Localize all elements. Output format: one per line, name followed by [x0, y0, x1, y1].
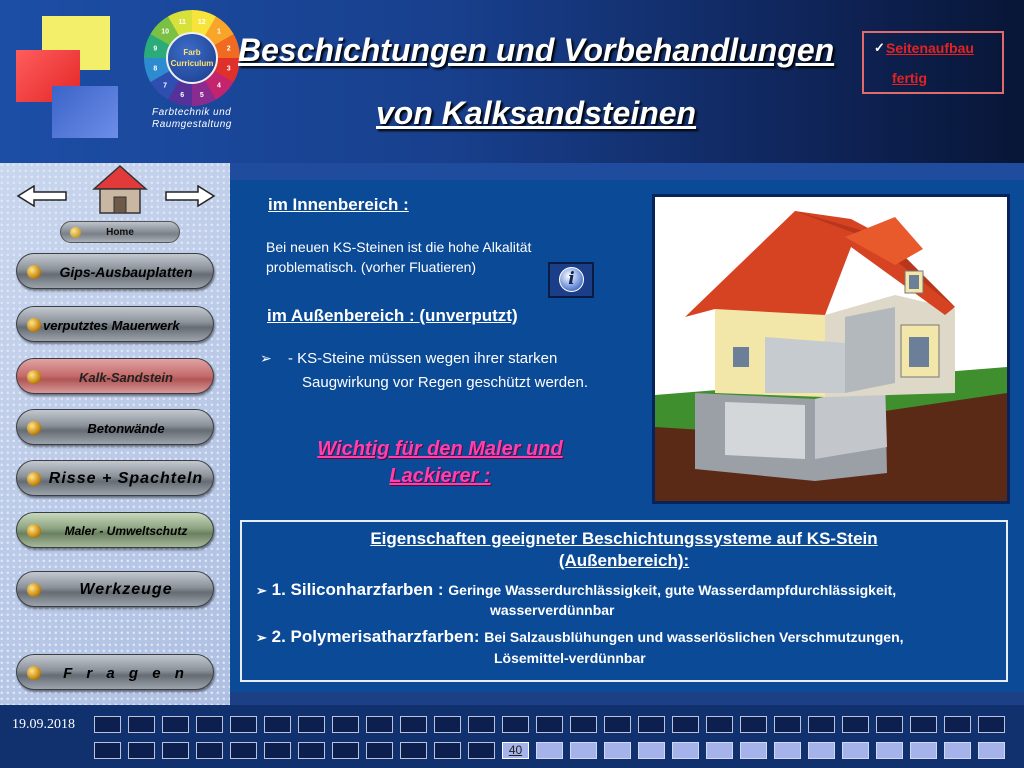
heading-innenbereich: im Innenbereich : [268, 195, 409, 214]
wheel-number: 3 [226, 65, 231, 73]
button-knob-icon [27, 318, 41, 332]
logo-text-farb: Farb [183, 48, 201, 57]
page-cell[interactable] [876, 742, 903, 759]
page-cell[interactable] [774, 716, 801, 733]
page-cell[interactable] [740, 742, 767, 759]
decor-square-blue [52, 86, 118, 138]
info-icon: i [559, 267, 584, 292]
sidebar-item-werkzeuge[interactable] [16, 571, 214, 607]
page-cell[interactable] [672, 716, 699, 733]
page-title-line1: Beschichtungen und Vorbehandlungen [238, 32, 835, 68]
page-cell[interactable] [298, 716, 325, 733]
wheel-number: 10 [161, 28, 169, 36]
info-button[interactable] [548, 262, 594, 298]
bullet-arrow-icon: ➢ [256, 583, 267, 598]
checkmark-icon: ✓ [874, 40, 885, 55]
properties-title-line2: (Außenbereich): [558, 551, 690, 570]
page-cell[interactable] [604, 716, 631, 733]
home-button-label: Home [106, 226, 134, 238]
sidebar-item-gips[interactable] [16, 253, 214, 289]
status-link-seitenaufbau[interactable]: Seitenaufbau [886, 40, 974, 56]
button-knob-icon [70, 227, 81, 238]
page-cell[interactable] [94, 716, 121, 733]
button-knob-icon [27, 421, 41, 435]
footer-date: 19.09.2018 [12, 717, 75, 732]
sidebar-nav [0, 163, 230, 705]
page-cell[interactable] [672, 742, 699, 759]
status-link-fertig[interactable]: fertig [892, 70, 927, 86]
important-note-line2: Lackierer : [389, 465, 491, 487]
home-house-icon[interactable] [92, 163, 148, 215]
page-cell[interactable] [332, 742, 359, 759]
page-cell[interactable] [230, 716, 257, 733]
header [0, 0, 1024, 163]
sidebar-item-betonwaende[interactable] [16, 409, 214, 445]
page-cell[interactable] [434, 716, 461, 733]
sidebar-item-umweltschutz[interactable] [16, 512, 214, 548]
sidebar-item-risse[interactable] [16, 460, 214, 496]
page-cell[interactable] [400, 742, 427, 759]
sidebar-item-kalksandstein[interactable] [16, 358, 214, 394]
page-cell[interactable] [162, 716, 189, 733]
page-cell[interactable] [162, 742, 189, 759]
house-illustration [652, 194, 1010, 504]
page-cell[interactable] [536, 742, 563, 759]
page-cell[interactable] [944, 742, 971, 759]
page-cell[interactable] [434, 742, 461, 759]
page-cell[interactable] [842, 716, 869, 733]
page-cell[interactable] [196, 742, 223, 759]
sidebar-item-mauerwerk[interactable] [16, 306, 214, 342]
property-desc-cont: wasserverdünnbar [490, 602, 615, 618]
wheel-number: 5 [199, 92, 204, 100]
wheel-number: 7 [163, 82, 168, 90]
heading-aussenbereich: im Außenbereich : (unverputzt) [267, 306, 518, 325]
page-cell[interactable] [196, 716, 223, 733]
button-knob-icon [27, 666, 41, 680]
footer-page-navigator [0, 705, 1024, 768]
page-cell[interactable] [400, 716, 427, 733]
page-cell[interactable] [978, 716, 1005, 733]
sidebar-item-label: Maler - Umweltschutz [64, 524, 188, 538]
page-cell[interactable] [706, 716, 733, 733]
page-cell[interactable] [332, 716, 359, 733]
button-knob-icon [27, 524, 41, 538]
color-wheel-logo [144, 10, 240, 106]
wheel-number: 12 [197, 18, 206, 26]
page-cell[interactable] [536, 716, 563, 733]
sidebar-item-label: verputztes Mauerwerk [43, 317, 180, 333]
sidebar-item-fragen[interactable] [16, 654, 214, 690]
arrow-left-icon[interactable] [16, 185, 68, 207]
page-cell[interactable] [298, 742, 325, 759]
sidebar-item-label: Gips-Ausbauplatten [59, 264, 193, 280]
wheel-number: 6 [180, 92, 185, 100]
page-cell[interactable] [910, 716, 937, 733]
property-desc: Bei Salzausblühungen und wasserlöslichen Verschmutzungen, [484, 629, 904, 645]
sidebar-item-label: Betonwände [87, 420, 165, 436]
wheel-number: 11 [178, 18, 186, 26]
page-cell[interactable] [264, 716, 291, 733]
page-cell[interactable] [128, 716, 155, 733]
logo-caption-line1: Farbtechnik und [152, 107, 232, 118]
page-cell[interactable] [604, 742, 631, 759]
property-item-siliconharz [256, 580, 896, 600]
page-cell[interactable] [94, 742, 121, 759]
page-cell[interactable] [570, 716, 597, 733]
logo-caption [152, 107, 252, 131]
wheel-number: 8 [153, 65, 158, 73]
properties-panel [240, 520, 1008, 682]
button-knob-icon [27, 583, 41, 597]
main-content [230, 180, 1024, 692]
page-cell[interactable] [502, 716, 529, 733]
property-name: 1. Siliconharzfarben : [271, 580, 449, 599]
page-cell[interactable] [366, 742, 393, 759]
page-cell[interactable] [808, 716, 835, 733]
page-cell[interactable] [468, 716, 495, 733]
important-note-line1: Wichtig für den Maler und [317, 438, 563, 460]
sidebar-item-label: Werkzeuge [79, 581, 173, 598]
page-cell[interactable] [570, 742, 597, 759]
property-desc: Geringe Wasserdurchlässigkeit, gute Wasserdampfdurchlässigkeit, [448, 582, 897, 598]
page-cell[interactable] [366, 716, 393, 733]
logo-caption-line2: Raumgestaltung [152, 119, 232, 130]
status-box [862, 31, 1004, 94]
page-title-line2: von Kalksandsteinen [376, 95, 697, 131]
property-desc-cont: Lösemittel-verdünnbar [494, 650, 646, 666]
home-button[interactable] [60, 221, 180, 243]
button-knob-icon [27, 370, 41, 384]
wheel-number: 1 [216, 28, 221, 36]
page-cell[interactable] [808, 742, 835, 759]
page-cell[interactable] [910, 742, 937, 759]
sidebar-item-label: Kalk-Sandstein [79, 369, 173, 385]
page-cell[interactable] [740, 716, 767, 733]
page-cell[interactable] [944, 716, 971, 733]
content-top-strip [230, 163, 1024, 180]
page-cell[interactable] [230, 742, 257, 759]
button-knob-icon [27, 265, 41, 279]
button-knob-icon [27, 472, 41, 486]
page-cell[interactable] [468, 742, 495, 759]
wheel-number: 2 [226, 45, 231, 53]
property-item-polymerisat [256, 627, 904, 647]
page-cell[interactable] [638, 742, 665, 759]
properties-title [242, 528, 1006, 572]
wheel-number: 4 [216, 82, 221, 90]
important-note [270, 436, 610, 490]
sidebar-item-label: F r a g e n [63, 664, 189, 682]
page-cell[interactable] [876, 716, 903, 733]
page-cell[interactable] [128, 742, 155, 759]
page-cell[interactable] [978, 742, 1005, 759]
arrow-right-icon[interactable] [164, 185, 216, 207]
current-page-number: 40 [508, 743, 523, 757]
house-cutaway-image [655, 197, 1007, 501]
page-cell[interactable] [706, 742, 733, 759]
text-aussenbereich-line2: Saugwirkung vor Regen geschützt werden. [302, 374, 588, 391]
wheel-number: 9 [153, 45, 158, 53]
page-cell[interactable] [774, 742, 801, 759]
sidebar-item-label: Risse + Spachteln [48, 470, 204, 487]
text-innenbereich-line1: Bei neuen KS-Steinen ist die hohe Alkalität [266, 239, 532, 255]
property-name: 2. Polymerisatharzfarben: [271, 627, 485, 646]
bullet-arrow-icon: ➢ [260, 350, 272, 366]
logo-text-curriculum: Curriculum [170, 59, 214, 68]
page-cell[interactable] [842, 742, 869, 759]
logo-center [166, 32, 218, 84]
page-cell[interactable] [264, 742, 291, 759]
page-cell[interactable] [638, 716, 665, 733]
text-aussenbereich-line1: - KS-Steine müssen wegen ihrer starken [288, 350, 558, 367]
properties-title-line1: Eigenschaften geeigneter Beschichtungssysteme auf KS-Stein [370, 529, 878, 548]
page-cell-current[interactable] [502, 742, 529, 759]
text-innenbereich-line2: problematisch. (vorher Fluatieren) [266, 259, 477, 275]
bullet-arrow-icon: ➢ [256, 630, 267, 645]
